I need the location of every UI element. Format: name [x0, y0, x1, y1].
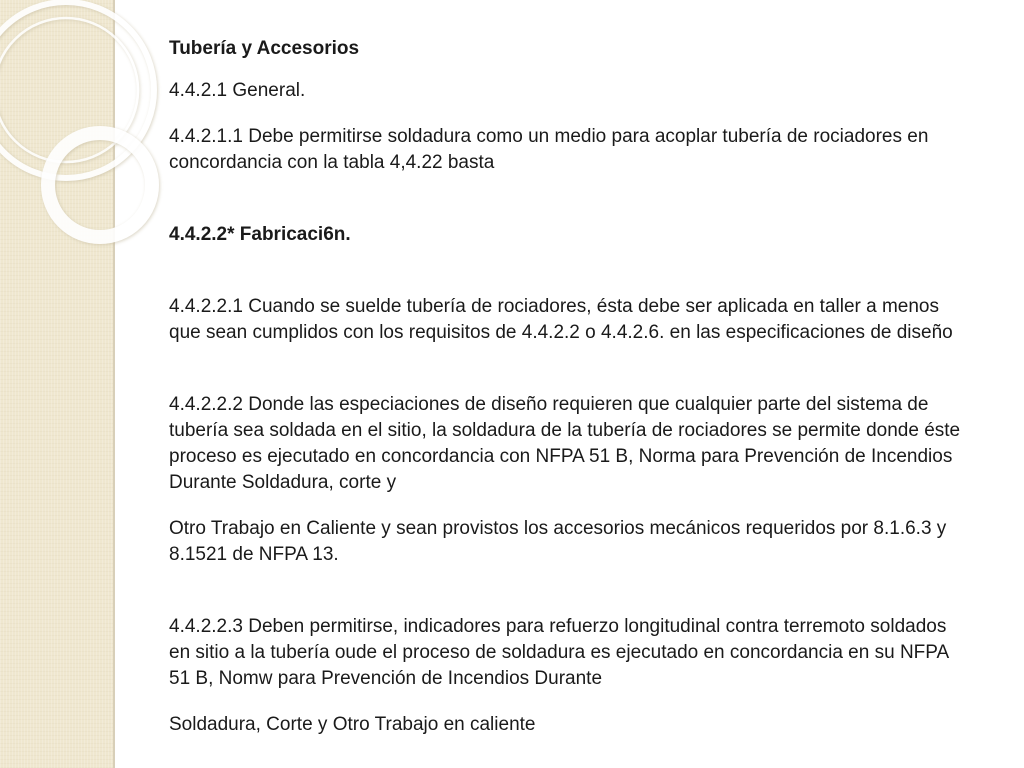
paragraph-4-4-2-2-3: 4.4.2.2.3 Deben permitirse, indicadores para refuerzo longitudinal contra terremoto soldados en sitio a la tubería oude el proceso de soldadura es ejecutado en concordancia en su NFPA 51 B, Nomw para Prevención de Incendios Durante: [169, 616, 949, 689]
paragraph-otro-trabajo: Otro Trabajo en Caliente y sean provistos los accesorios mecánicos requeridos por 8.1.6.3 y 8.1521 de NFPA 13.: [169, 518, 947, 565]
paragraph-4-4-2-2-2: 4.4.2.2.2 Donde las especiaciones de diseño requieren que cualquier parte del sistema de tubería sea soldada en el sitio, la soldadura de la tubería de rociadores se permite donde éste proceso es ejecutado en concordancia con NFPA 51 B, Norma para Prevención de Incendios Durante Soldadura, corte y: [169, 394, 961, 493]
paragraph-4-4-2-1-1: 4.4.2.1.1 Debe permitirse soldadura como un medio para acoplar tubería de rociadores en concordancia con la tabla 4,4.22 basta: [169, 126, 929, 173]
paragraph-4-4-2-2-1: 4.4.2.2.1 Cuando se suelde tubería de rociadores, ésta debe ser aplicada en taller a menos que sean cumplidos con los requisitos de 4.4.2.2 o 4.4.2.6. en las especificaciones de diseño: [169, 296, 953, 343]
section-general: 4.4.2.1 General.: [169, 80, 306, 101]
slide-content: [169, 36, 969, 758]
slide-title: Tubería y Accesorios: [169, 38, 360, 59]
paragraph-soldadura: Soldadura, Corte y Otro Trabajo en caliente: [169, 714, 536, 735]
ring-lower: [48, 133, 152, 237]
section-fabricacion: 4.4.2.2* Fabricaci6n.: [169, 224, 351, 245]
